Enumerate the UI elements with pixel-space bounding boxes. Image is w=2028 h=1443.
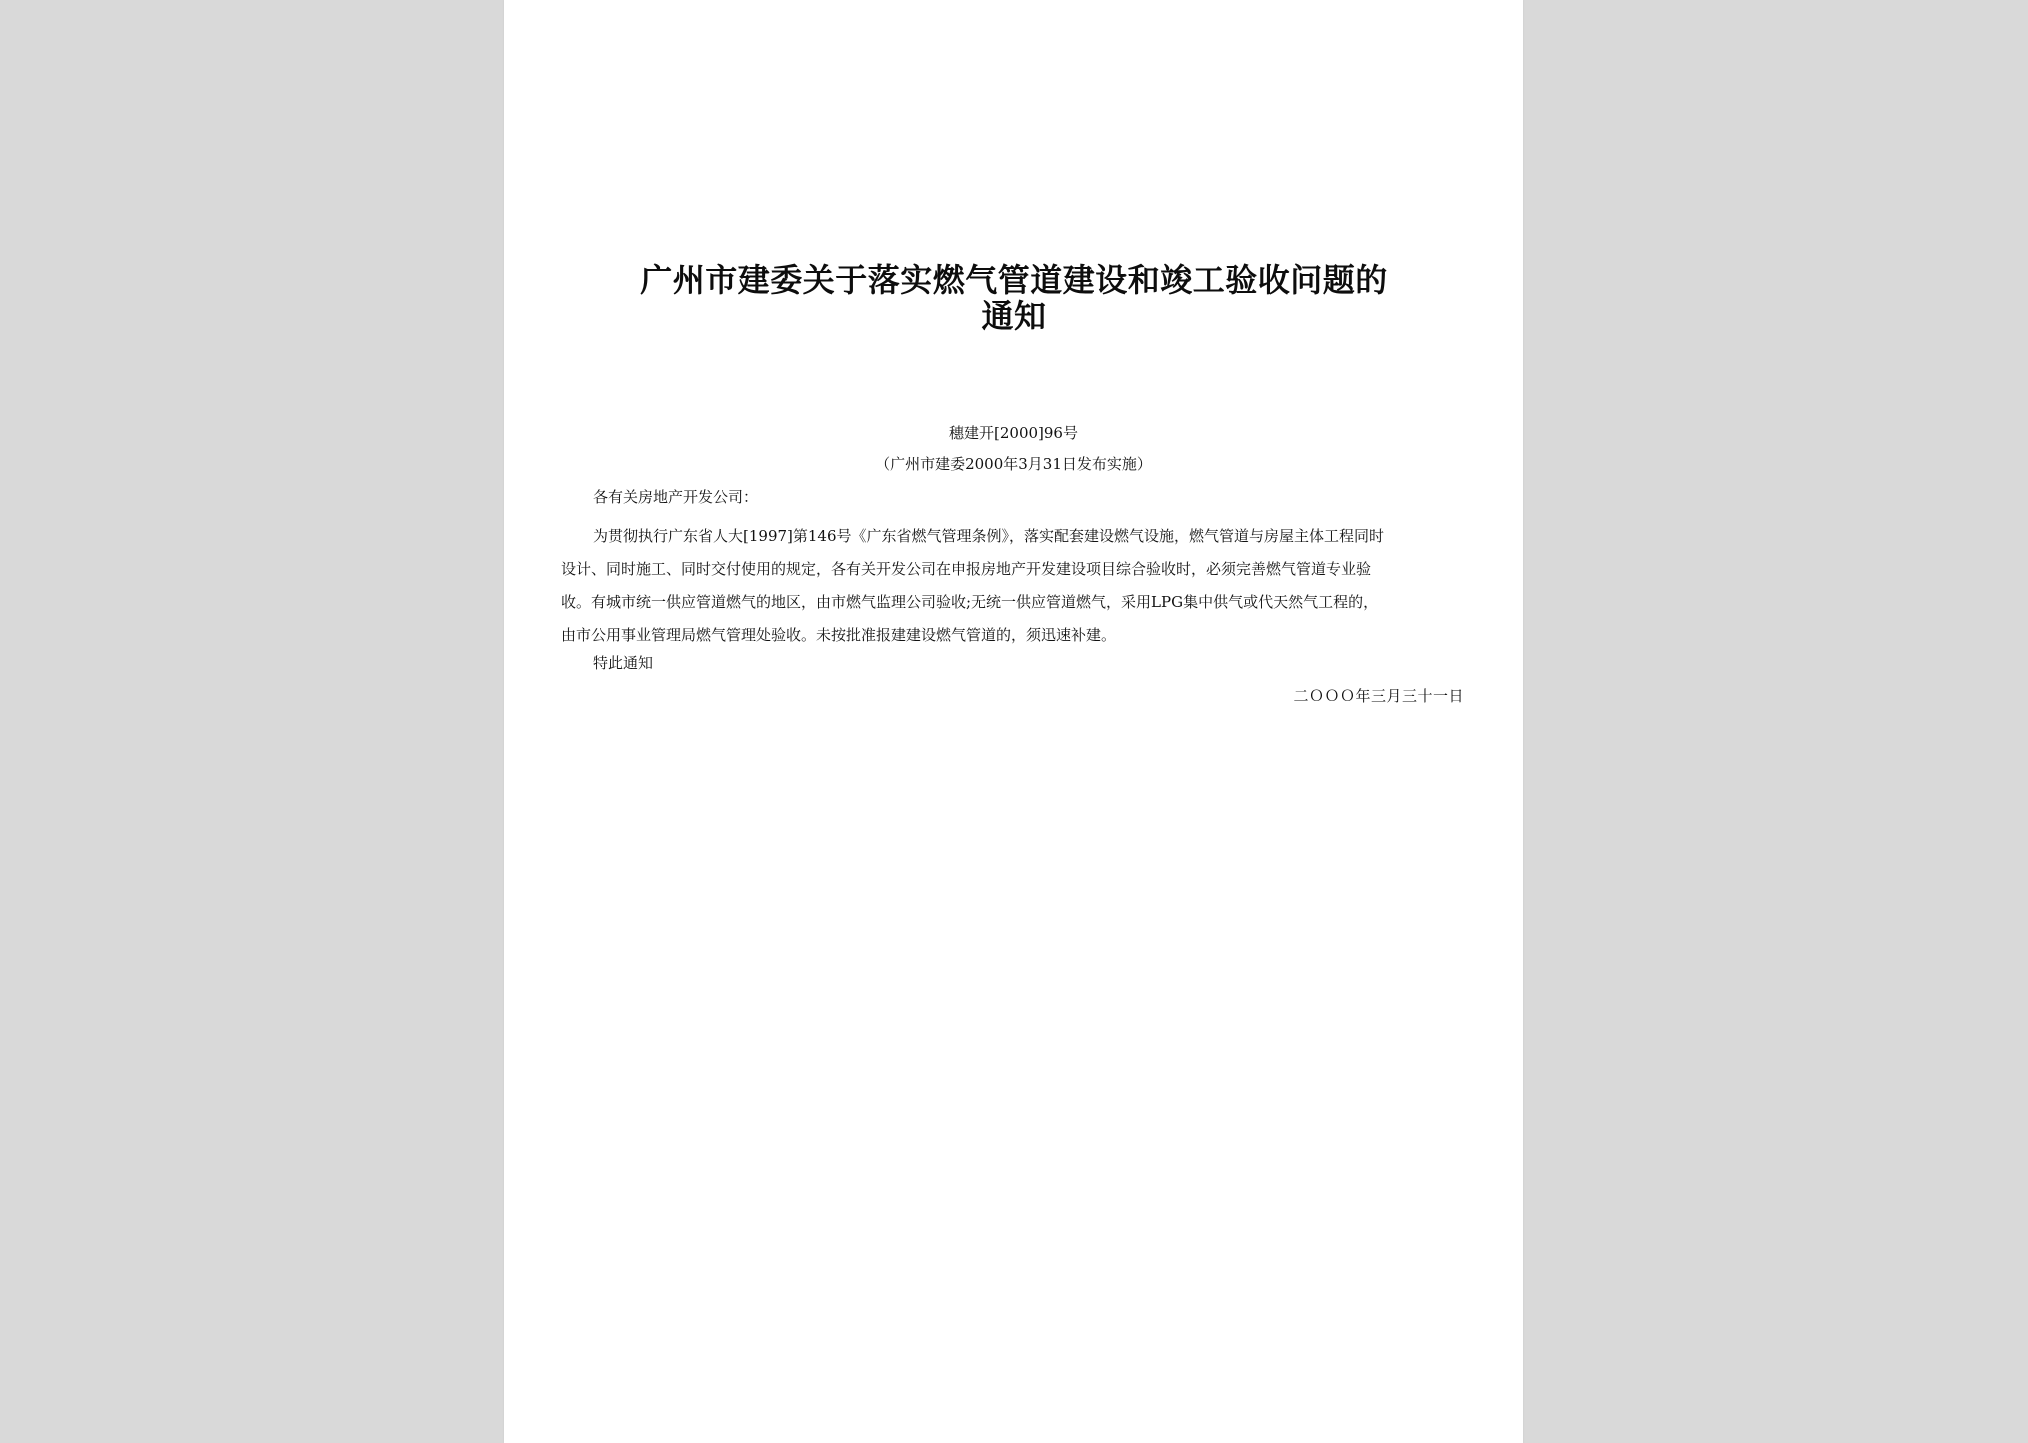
body-line: 由市公用事业管理局燃气管理处验收。未按批准报建建设燃气管道的，须迅速补建。 bbox=[561, 626, 1117, 644]
body-line: 设计、同时施工、同时交付使用的规定，各有关开发公司在申报房地产开发建设项目综合验收时，必须完善燃气管道专业验 bbox=[561, 560, 1372, 578]
title-line-1: 广州市建委关于落实燃气管道建设和竣工验收问题的 bbox=[640, 261, 1388, 299]
document-number: 穗建开[2000]96号 bbox=[949, 424, 1078, 442]
body-line: 为贯彻执行广东省人大[1997]第146号《广东省燃气管理条例》，落实配套建设燃气设施，燃气管道与房屋主体工程同时 bbox=[593, 527, 1385, 545]
closing-line: 特此通知 bbox=[593, 654, 654, 672]
document-title bbox=[584, 262, 1444, 334]
body-line: 收。有城市统一供应管道燃气的地区，由市燃气监理公司验收;无统一供应管道燃气，采用LPG集中供气或代天然气工程的， bbox=[561, 593, 1379, 611]
salutation: 各有关房地产开发公司： bbox=[593, 488, 759, 506]
document-page bbox=[504, 0, 1523, 1443]
signature-date: 二ＯＯＯ年三月三十一日 bbox=[1293, 687, 1464, 705]
title-line-2: 通知 bbox=[981, 297, 1047, 335]
issued-note: （广州市建委2000年3月31日发布实施） bbox=[875, 455, 1152, 473]
body-paragraph bbox=[561, 520, 1461, 652]
